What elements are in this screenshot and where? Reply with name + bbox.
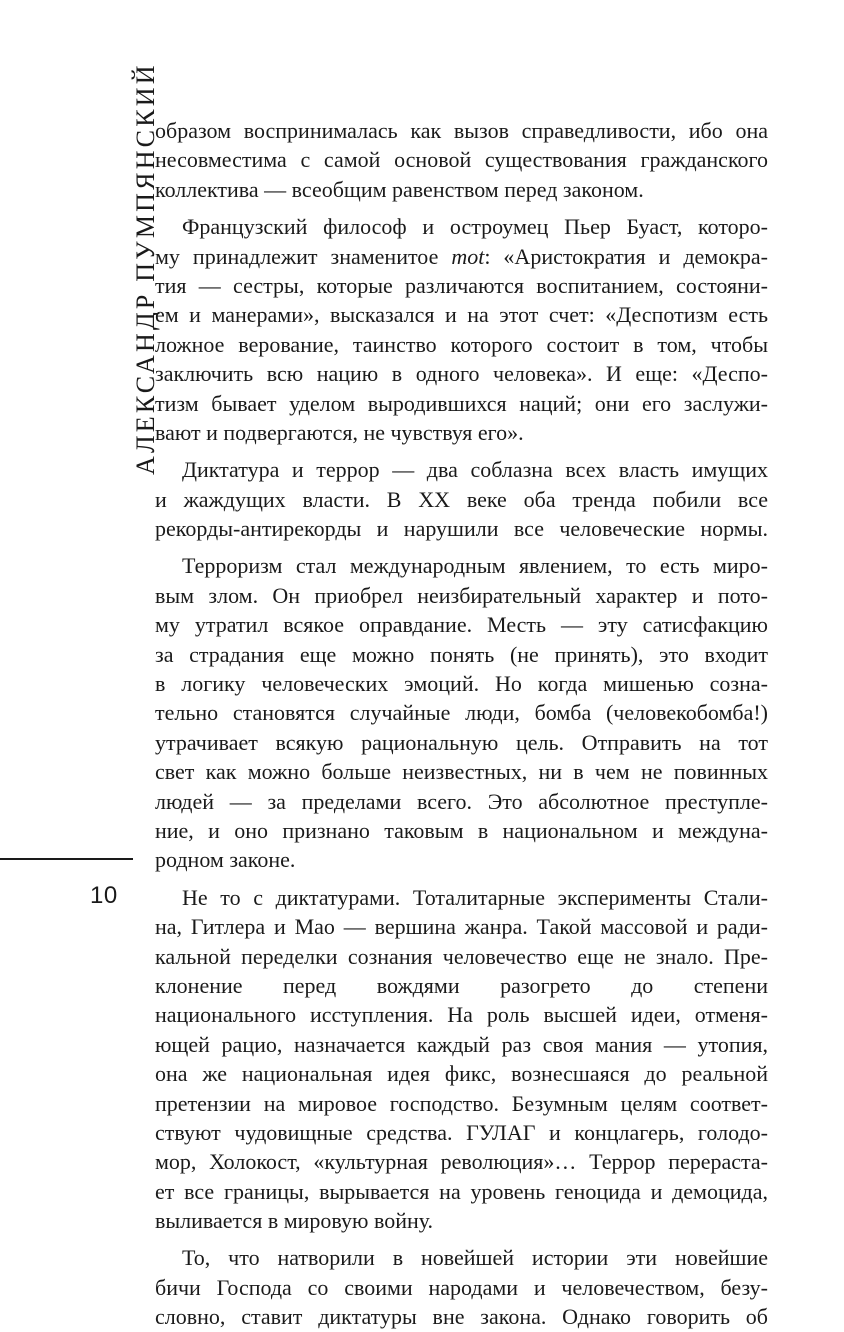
text-line: Терроризм стал международным явлением, то есть миро- [182,553,768,579]
text-line: утрачивает всякую рациональную цель. Отправить на тот [155,729,768,755]
text-line: ем и манерами», высказался и на этот счет: «Деспотизм есть [155,302,768,328]
text-line: Диктатура и террор — два соблазна всех власть имущих [182,457,768,483]
text-line: вают и подвергаются, не чувствуя его». [155,419,524,445]
paragraph-5 [155,883,768,1236]
text-line: клонение перед вождями разогрето до степени [155,972,768,998]
text-line: вым злом. Он приобрел неизбирательный характер и пото- [155,582,768,608]
text-line: претензии на мировое господство. Безумным целям соответ- [155,1090,768,1116]
text-line: несовместима с самой основой существования гражданского [155,147,768,173]
text-line: и жаждущих власти. В XX веке оба тренда побили все [155,486,768,512]
text-line: ствуют чудовищные средства. ГУЛАГ и концлагерь, голодо- [155,1119,768,1145]
text-line: коллектива — всеобщим равенством перед законом. [155,176,644,202]
text-line: родном законе. [155,847,296,873]
text-line-with-italic [155,242,768,271]
text-line: рекорды-антирекорды и нарушили все человеческие нормы. [155,516,768,542]
text-line: заключить всю нацию в одного человека». И еще: «Деспо- [155,361,768,387]
text-line: мор, Холокост, «культурная революция»… Террор перераста- [155,1149,768,1175]
text-line: ложное верование, таинство которого состоит в том, чтобы [155,331,768,357]
margin-rule [0,858,133,860]
italic-word: mot [451,243,485,269]
text-line: она же национальная идея фикс, вознесшаяся до реальной [155,1061,768,1087]
text-line: выливается в мировую войну. [155,1208,434,1234]
text-line: национального исступления. На роль высшей идеи, отменя- [155,1002,768,1028]
text-line: ние, и оно признано таковым в национальном и междуна- [155,817,768,843]
text-line: на, Гитлера и Мао — вершина жанра. Такой массовой и ради- [155,914,768,940]
text-line: образом воспринималась как вызов справедливости, ибо она [155,118,768,143]
text-line: словно, ставит диктатуры вне закона. Однако говорить об [155,1304,768,1330]
text-line: в логику человеческих эмоций. Но когда мишенью созна- [155,671,768,697]
running-head-author: АЛЕКСАНДР ПУМПЯНСКИЙ [131,62,160,475]
text-line: свет как можно больше неизвестных, ни в чем не повинных [155,759,768,785]
text-line: тия — сестры, которые различаются воспитанием, состояни- [155,272,768,298]
paragraph-1 [155,116,768,204]
paragraph-2 [155,212,768,447]
text-line: людей — за пределами всего. Это абсолютное преступле- [155,788,768,814]
text-line: То, что натворили в новейшей истории эти новейшие [182,1245,768,1271]
text-line: тизм бывает уделом выродившихся наций; они его заслужи- [155,390,768,416]
text-line: ющей рацио, назначается каждый раз своя мания — утопия, [155,1031,768,1057]
text-line: ет все границы, вырывается на уровень геноцида и демоцида, [155,1178,768,1204]
body-text [155,116,768,1332]
text-run: му принадлежит знаменитое [155,243,452,269]
text-run: : «Аристократия и демокра- [484,243,768,269]
text-line: тельно становятся случайные люди, бомба (человекобомба!) [155,700,768,726]
text-line: Французский философ и остроумец Пьер Буаст, которо- [182,214,768,240]
paragraph-3 [155,455,768,543]
text-line: Не то с диктатурами. Тоталитарные эксперименты Стали- [182,884,768,910]
page-number: 10 [90,882,118,909]
text-line: бичи Господа со своими народами и человечеством, безу- [155,1274,768,1300]
text-line: му утратил всякое оправдание. Месть — эту сатисфакцию [155,612,768,638]
text-line: кальной переделки сознания человечество еще не знало. Пре- [155,943,768,969]
paragraph-6 [155,1243,768,1331]
text-line: за страдания еще можно понять (не принять), это входит [155,641,768,667]
paragraph-4 [155,551,768,874]
